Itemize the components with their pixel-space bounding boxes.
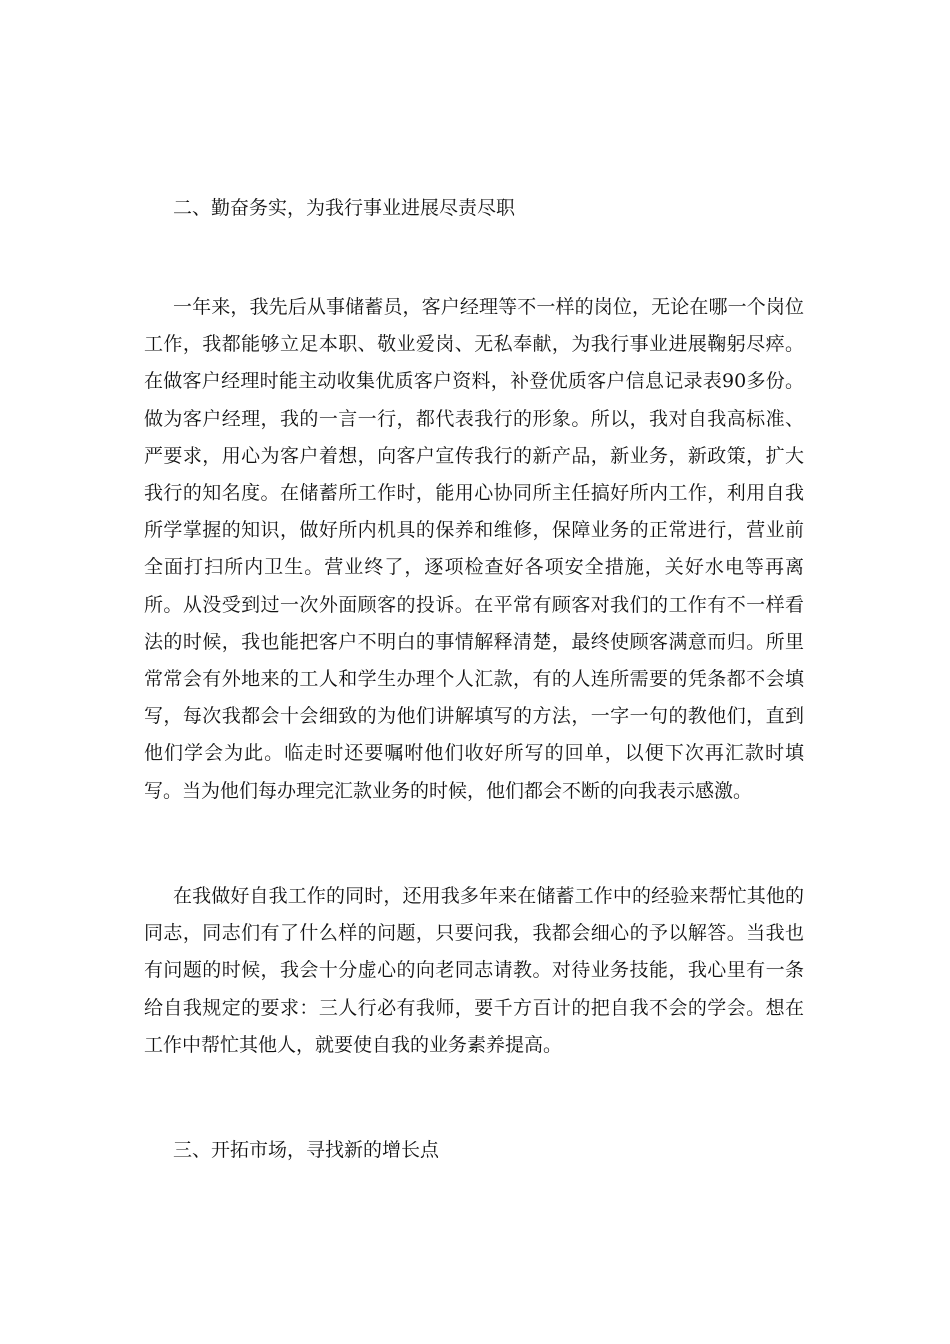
paragraph-1: [144, 289, 804, 810]
paragraph-1-text: 一年来，我先后从事储蓄员，客户经理等不一样的岗位，无论在哪一个岗位工作，我都能够立足本职、敬业爱岗、无私奉献，为我行事业进展鞠躬尽瘁。在做客户经理时能主动收集优质客户资料，补登优质客户信息记录表90多份。做为客户经理，我的一言一行，都代表我行的形象。所以，我对自我高标准、严要求，用心为客户着想，向客户宣传我行的新产品，新业务，新政策，扩大我行的知名度。在储蓄所工作时，能用心协同所主任搞好所内工作，利用自我所学掌握的知识，做好所内机具的保养和维修，保障业务的正常进行，营业前全面打扫所内卫生。营业终了，逐项检查好各项安全措施，关好水电等再离所。从没受到过一次外面顾客的投诉。在平常有顾客对我们的工作有不一样看法的时候，我也能把客户不明白的事情解释清楚，最终使顾客满意而归。所里常常会有外地来的工人和学生办理个人汇款，有的人连所需要的凭条都不会填写，每次我都会十会细致的为他们讲解填写的方法，一字一句的教他们，直到他们学会为此。临走时还要嘱咐他们收好所写的回单，以便下次再汇款时填写。当为他们每办理完汇款业务的时候，他们都会不断的向我表示感激。: [144, 296, 804, 802]
paragraph-2: [144, 878, 804, 1064]
section-heading-2: 二、勤奋务实，为我行事业进展尽责尽职: [173, 197, 516, 219]
section-heading-3: 三、开拓市场，寻找新的增长点: [173, 1139, 440, 1161]
paragraph-2-text: 在我做好自我工作的同时，还用我多年来在储蓄工作中的经验来帮忙其他的同志，同志们有了什么样的问题，只要问我，我都会细心的予以解答。当我也有问题的时候，我会十分虚心的向老同志请教。对待业务技能，我心里有一条给自我规定的要求：三人行必有我师，要千方百计的把自我不会的学会。想在工作中帮忙其他人，就要使自我的业务素养提高。: [144, 885, 804, 1056]
